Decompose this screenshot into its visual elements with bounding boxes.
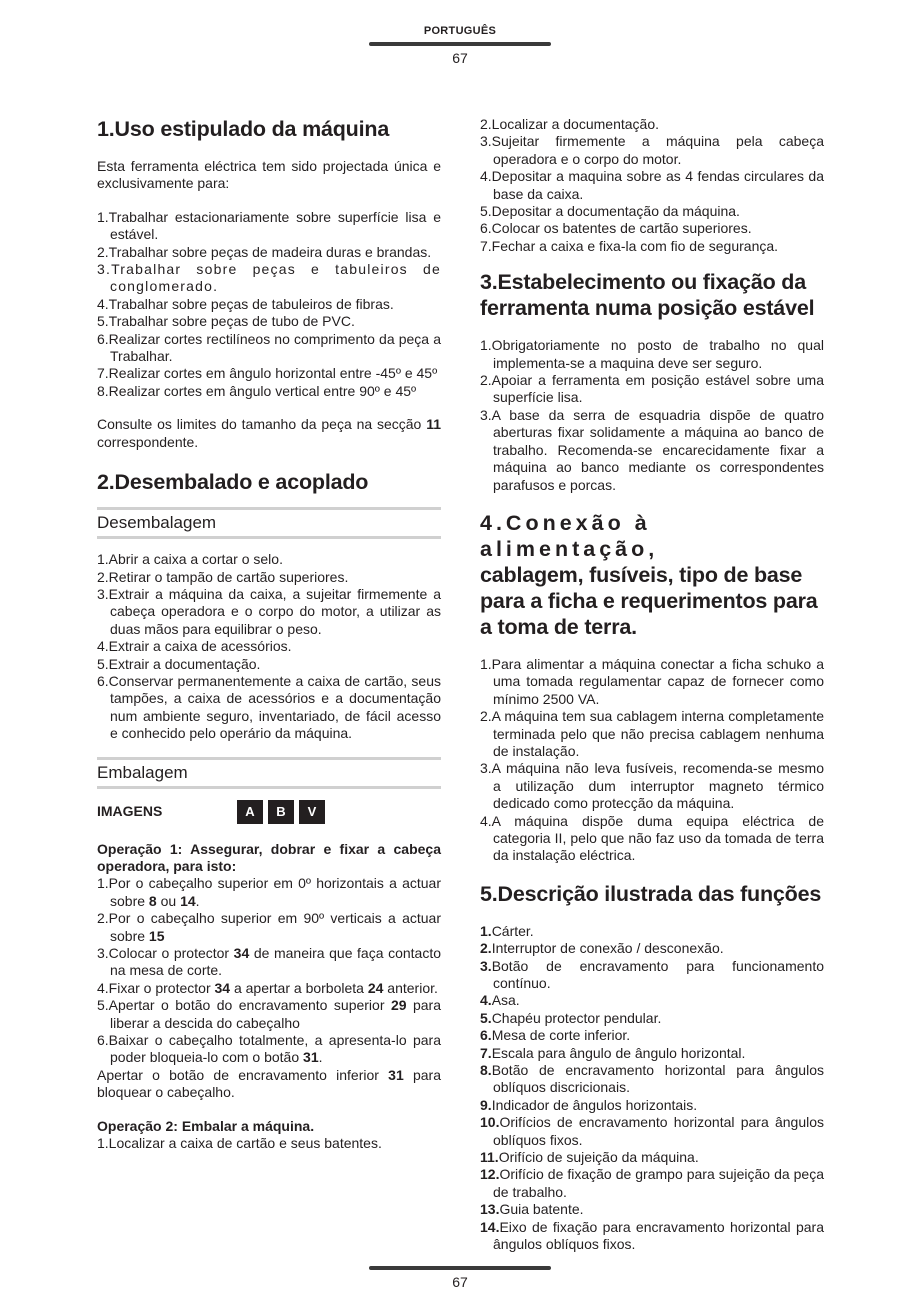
section-3-list <box>480 337 824 494</box>
list-item: 1.Localizar a caixa de cartão e seus batentes. <box>97 1135 382 1152</box>
list-item: 14.Eixo de fixação para encravamento horizontal para ângulos oblíquos fixos. <box>480 1218 824 1253</box>
section-3-title: 3.Estabelecimento ou fixação da ferramenta numa posição estável <box>480 270 815 321</box>
list-item: 5.Apertar o botão do encravamento superior 29 para liberar a descida do cabeçalho <box>97 997 441 1031</box>
operation-2-list-cont <box>480 116 824 255</box>
list-item: 2.A máquina tem sua cablagem interna completamente terminada pelo que não precisa cablagem nenhuma de instalação. <box>480 708 824 759</box>
list-item: 4.Fixar o protector 34 a apertar a borboleta 24 anterior. <box>97 979 438 996</box>
list-item: 3.Extrair a máquina da caixa, a sujeitar firmemente a cabeça operadora e o corpo do motor, a utilizar as duas mãos para equilibrar o peso. <box>97 585 441 637</box>
list-item: 2.Interruptor de conexão / desconexão. <box>480 940 724 957</box>
footer-rule <box>369 1266 551 1270</box>
list-item: 5.Depositar a documentação da máquina. <box>480 203 740 220</box>
right-column <box>480 116 824 1254</box>
operation-2-list-start <box>97 1135 441 1152</box>
list-item: 4.Extrair a caixa de acessórios. <box>97 638 292 655</box>
list-item: 8.Realizar cortes em ângulo vertical entre 90º e 45º <box>97 382 417 399</box>
list-item: 1.Abrir a caixa a cortar o selo. <box>97 551 283 568</box>
list-item: 7.Fechar a caixa e fixa-la com fio de segurança. <box>480 237 779 254</box>
image-ref-a: A <box>237 800 263 824</box>
list-item: 6.Realizar cortes rectilíneos no comprimento da peça a Trabalhar. <box>97 330 441 365</box>
list-item: 2.Localizar a documentação. <box>480 116 659 132</box>
list-item: 1.Obrigatoriamente no posto de trabalho no qual implementa-se a maquina deve ser seguro. <box>480 337 824 371</box>
list-item: 9.Indicador de ângulos horizontais. <box>480 1096 698 1113</box>
left-column <box>97 116 441 1152</box>
section-4-title: 4.Conexão à alimentação, cablagem, fusíveis, tipo de base para a ficha e requerimentos para a toma de terra. <box>480 510 818 639</box>
unpacking-list <box>97 551 441 742</box>
section-4-list <box>480 656 824 865</box>
list-item: 2.Trabalhar sobre peças de madeira duras e brandas. <box>97 243 432 260</box>
list-item: 3.A base da serra de esquadria dispõe de quatro aberturas fixar solidamente a máquina ao banco de trabalho. Recomenda-se encarecidamente fixar a máquina ao banco mediante os correspondentes parafusos e porcas. <box>480 406 824 493</box>
section-5-list <box>480 923 824 1254</box>
section-1-list <box>97 209 441 400</box>
list-item: 6.Conservar permanentemente a caixa de cartão, seus tampões, a caixa de acessórios e a documentação num ambiente seguro, inventariado, de fácil acesso e conhecido pelo operário da máquina. <box>97 672 441 742</box>
list-item: 8.Botão de encravamento horizontal para ângulos oblíquos discricionais. <box>480 1062 824 1096</box>
list-item: 2.Apoiar a ferramenta em posição estável sobre uma superfície lisa. <box>480 372 824 406</box>
operation-2-title: Operação 2: Embalar a máquina. <box>97 1117 315 1134</box>
images-row <box>97 799 441 825</box>
list-item: 1.Por o cabeçalho superior em 0º horizontais a actuar sobre 8 ou 14. <box>97 875 441 909</box>
list-item: 1.Trabalhar estacionariamente sobre superfície lisa e estável. <box>97 208 441 243</box>
header-page-number: 67 <box>452 50 468 66</box>
image-ref-v: V <box>299 800 325 824</box>
operation-1-end: Apertar o botão de encravamento inferior 31 para bloquear o cabeçalho. <box>97 1066 441 1101</box>
images-label: IMAGENS <box>97 802 163 819</box>
list-item: 7.Escala para ângulo de ângulo horizontal. <box>480 1044 746 1061</box>
list-item: 3.Colocar o protector 34 de maneira que faça contacto na mesa de corte. <box>97 945 442 979</box>
list-item: 6.Baixar o cabeçalho totalmente, a apresenta-lo para poder bloqueia-lo com o botão 31. <box>97 1032 441 1066</box>
list-item: 5.Chapéu protector pendular. <box>480 1009 662 1026</box>
section-1-intro: Esta ferramenta eléctrica tem sido projectada única e exclusivamente para: <box>97 158 441 192</box>
list-item: 4.Asa. <box>480 992 520 1009</box>
list-item: 4.Trabalhar sobre peças de tabuleiros de fibras. <box>97 295 394 312</box>
image-ref-b: B <box>268 800 294 824</box>
list-item: 6.Colocar os batentes de cartão superiores. <box>480 220 752 237</box>
list-item: 11.Orifício de sujeição da máquina. <box>480 1149 699 1166</box>
list-item: 3.Trabalhar sobre peças e tabuleiros de conglomerado. <box>97 261 441 295</box>
subheading-desembalagem: Desembalagem <box>97 507 441 539</box>
operation-1-title: Operação 1: Assegurar, dobrar e fixar a cabeça operadora, para isto: <box>97 840 441 874</box>
header-rule <box>369 42 551 46</box>
list-item: 3.Botão de encravamento para funcionamento contínuo. <box>480 957 824 991</box>
list-item: 1.Para alimentar a máquina conectar a ficha schuko a uma tomada regulamentar capaz de fornecer como mínimo 2500 VA. <box>480 655 824 707</box>
footer-page-number: 67 <box>452 1274 468 1290</box>
list-item: 3.A máquina não leva fusíveis, recomenda-se mesmo a utilização dum interruptor magneto térmico dedicado como protecção da máquina. <box>480 760 824 812</box>
section-1-note: Consulte os limites do tamanho da peça na secção 11 correspondente. <box>97 416 441 450</box>
list-item: 5.Trabalhar sobre peças de tubo de PVC. <box>97 313 355 330</box>
list-item: 2.Retirar o tampão de cartão superiores. <box>97 568 349 585</box>
section-1-title: 1.Uso estipulado da máquina <box>97 117 390 141</box>
list-item: 12.Orifício de fixação de grampo para sujeição da peça de trabalho. <box>480 1166 824 1200</box>
header-language: PORTUGUÊS <box>423 25 497 37</box>
subheading-embalagem: Embalagem <box>97 757 441 789</box>
list-item: 4.A máquina dispõe duma equipa eléctrica de categoria II, pelo que não faz uso da tomada de terra da instalação eléctrica. <box>480 812 824 864</box>
list-item: 10.Orifícios de encravamento horizontal para ângulos oblíquos fixos. <box>480 1114 824 1148</box>
list-item: 6.Mesa de corte inferior. <box>480 1027 631 1044</box>
list-item: 4.Depositar a maquina sobre as 4 fendas circulares da base da caixa. <box>480 168 824 202</box>
section-2-title: 2.Desembalado e acoplado <box>97 470 369 495</box>
list-item: 7.Realizar cortes em ângulo horizontal entre -45º e 45º <box>97 365 438 382</box>
list-item: 1.Cárter. <box>480 922 534 939</box>
section-5-title: 5.Descrição ilustrada das funções <box>480 881 822 906</box>
list-item: 3.Sujeitar firmemente a máquina pela cabeça operadora e o corpo do motor. <box>480 133 824 167</box>
list-item: 13.Guia batente. <box>480 1201 584 1218</box>
list-item: 2.Por o cabeçalho superior em 90º verticais a actuar sobre 15 <box>97 910 441 944</box>
list-item: 5.Extrair a documentação. <box>97 655 261 672</box>
operation-1-list <box>97 875 441 1066</box>
